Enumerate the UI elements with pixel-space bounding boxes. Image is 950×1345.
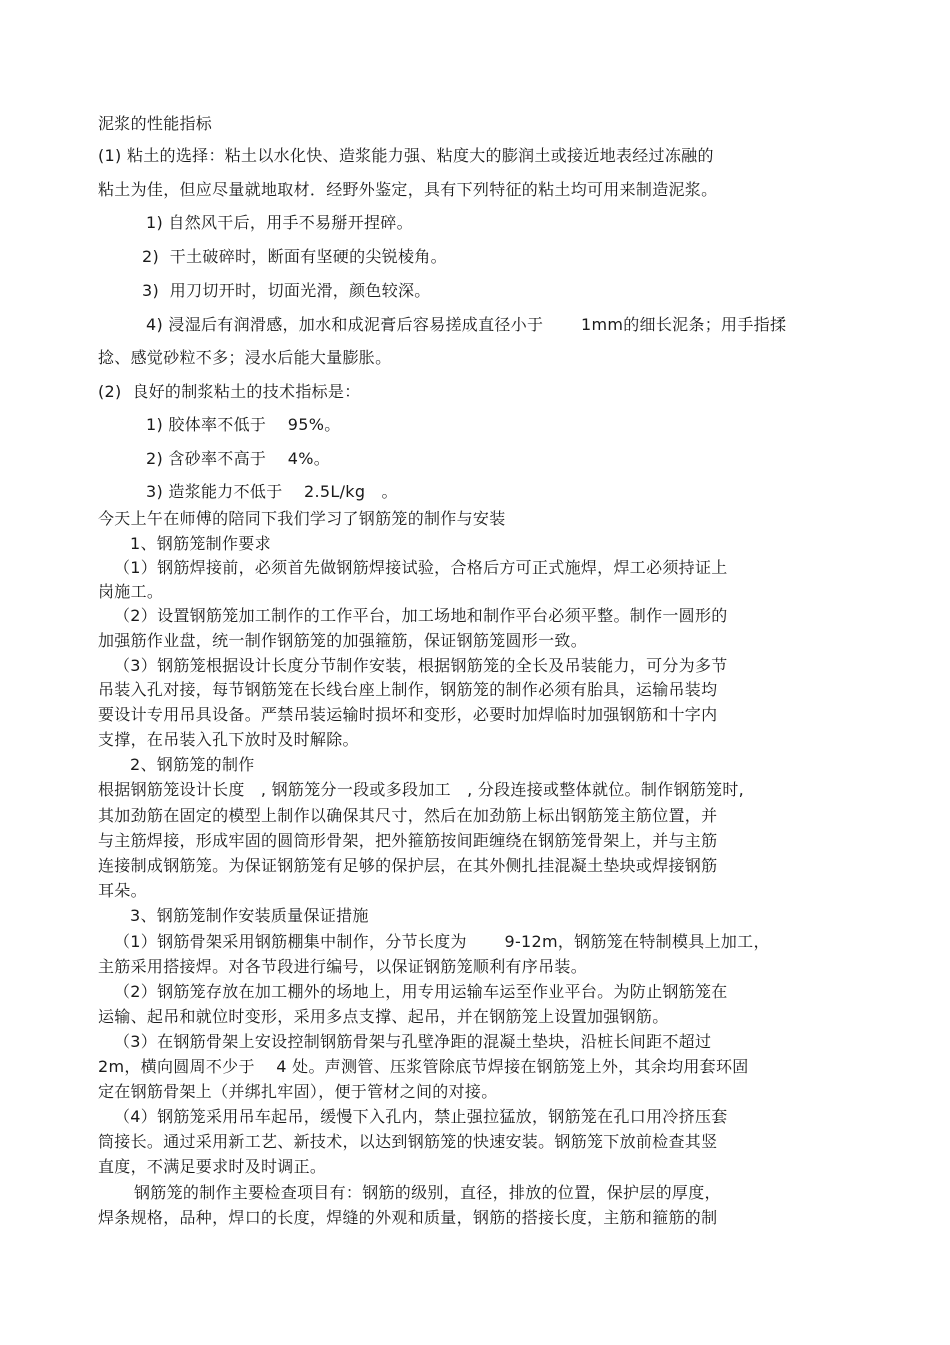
paragraph-line: （1）钢筋骨架采用钢筋棚集中制作，分节长度为 9-12m，钢筋笼在特制模具上加工， [114,932,770,951]
subsection-heading: 2、钢筋笼的制作 [130,755,255,774]
paragraph-line: 捻、感觉砂粒不多；浸水后能大量膨胀。 [98,348,392,367]
list-item: 2) 干土破碎时，断面有坚硬的尖锐棱角。 [142,247,447,266]
paragraph-line: 岗施工。 [98,582,164,601]
paragraph-line: 运输、起吊和就位时变形，采用多点支撑、起吊，并在钢筋笼上设置加强钢筋。 [98,1007,669,1026]
paragraph-line: 根据钢筋笼设计长度 , 钢筋笼分一段或多段加工 , 分段连接或整体就位。制作钢筋笼时, [98,780,745,799]
subsection-heading: 3、钢筋笼制作安装质量保证措施 [130,906,369,925]
paragraph-line: 耳朵。 [98,881,147,900]
paragraph-line: 加强筋作业盘，统一制作钢筋笼的加强箍筋，保证钢筋笼圆形一致。 [98,631,588,650]
paragraph-line: 要设计专用吊具设备。严禁吊装运输时损坏和变形，必要时加焊临时加强钢筋和十字内 [98,705,718,724]
paragraph-line: 粘土为佳，但应尽量就地取材．经野外鉴定，具有下列特征的粘土均可用来制造泥浆。 [98,180,718,199]
paragraph-line: 连接制成钢筋笼。为保证钢筋笼有足够的保护层，在其外侧扎挂混凝土垫块或焊接钢筋 [98,856,718,875]
paragraph-line: （4）钢筋笼采用吊车起吊，缓慢下入孔内，禁止强拉猛放，钢筋笼在孔口用冷挤压套 [114,1107,728,1126]
subsection-heading: 1、钢筋笼制作要求 [130,534,271,553]
paragraph-line: 直度，不满足要求时及时调正。 [98,1157,327,1176]
list-item: 3) 造浆能力不低于 2.5L/kg 。 [146,482,398,501]
paragraph-line: （2）钢筋笼存放在加工棚外的场地上，用专用运输车运至作业平台。为防止钢筋笼在 [114,982,728,1001]
list-item: 1) 自然风干后，用手不易掰开捏碎。 [146,213,413,232]
paragraph-line: (2) 良好的制浆粘土的技术指标是： [98,382,361,401]
section-title: 今天上午在师傅的陪同下我们学习了钢筋笼的制作与安装 [98,509,506,528]
paragraph-line: 吊装入孔对接，每节钢筋笼在长线台座上制作，钢筋笼的制作必须有胎具，运输吊装均 [98,680,718,699]
list-item: 2) 含砂率不高于 4%。 [146,449,331,468]
paragraph-line: 主筋采用搭接焊。对各节段进行编号，以保证钢筋笼顺利有序吊装。 [98,957,588,976]
paragraph-line: 其加劲筋在固定的模型上制作以确保其尺寸，然后在加劲筋上标出钢筋笼主筋位置，并 [98,806,718,825]
paragraph-line: (1) 粘土的选择：粘土以水化快、造浆能力强、粘度大的膨润土或接近地表经过冻融的 [98,146,714,165]
paragraph-line: （2）设置钢筋笼加工制作的工作平台，加工场地和制作平台必须平整。制作一圆形的 [114,606,728,625]
paragraph-line: （1）钢筋焊接前，必须首先做钢筋焊接试验，合格后方可正式施焊，焊工必须持证上 [114,558,728,577]
paragraph-line: 钢筋笼的制作主要检查项目有：钢筋的级别，直径，排放的位置，保护层的厚度， [134,1183,721,1202]
paragraph-line: 与主筋焊接，形成牢固的圆筒形骨架，把外箍筋按间距缠绕在钢筋笼骨架上，并与主筋 [98,831,718,850]
section-title: 泥浆的性能指标 [98,114,213,133]
paragraph-line: 2m，横向圆周不少于 4 处。声测管、压浆管除底节焊接在钢筋笼上外，其余均用套环固 [98,1057,749,1076]
paragraph-line: （3）钢筋笼根据设计长度分节制作安装，根据钢筋笼的全长及吊装能力，可分为多节 [114,656,728,675]
paragraph-line: （3）在钢筋骨架上安设控制钢筋骨架与孔壁净距的混凝土垫块，沿桩长间距不超过 [114,1032,712,1051]
list-item: 4) 浸湿后有润滑感，加水和成泥膏后容易搓成直径小于 1mm的细长泥条；用手指揉 [146,315,787,334]
paragraph-line: 筒接长。通过采用新工艺、新技术，以达到钢筋笼的快速安装。钢筋笼下放前检查其竖 [98,1132,718,1151]
paragraph-line: 定在钢筋骨架上（并绑扎牢固），便于管材之间的对接。 [98,1082,498,1101]
paragraph-line: 支撑，在吊装入孔下放时及时解除。 [98,730,359,749]
list-item: 1) 胶体率不低于 95%。 [146,415,341,434]
paragraph-line: 焊条规格，品种，焊口的长度，焊缝的外观和质量，钢筋的搭接长度，主筋和箍筋的制 [98,1208,718,1227]
list-item: 3) 用刀切开时，切面光滑，颜色较深。 [142,281,431,300]
